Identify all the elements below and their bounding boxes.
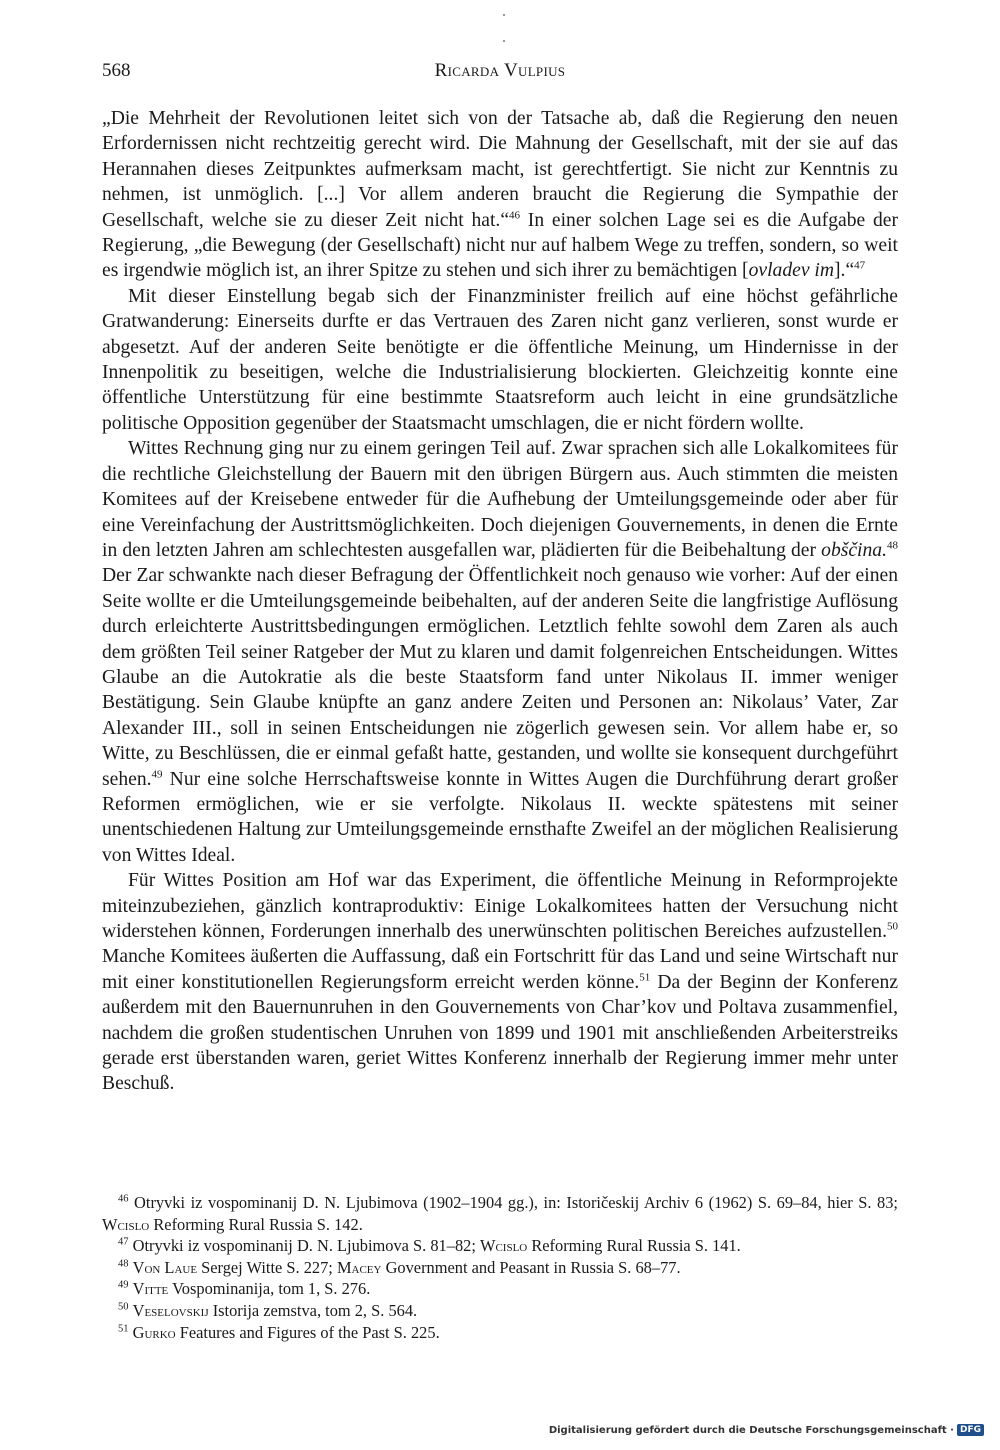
paragraph-4: Für Wittes Position am Hof war das Experiment, die öffentliche Meinung in Reformprojekte miteinzubeziehen, gänzlich kontraproduktiv: Einige Lokalkomitees hatten der Versuchung nicht widerstehen können, Forderungen innerhalb des unerwünschten politischen Bereiches aufzustellen.$^{50}$ Manche Komitees äußerten die Auffassung, daß ein Fortschritt für das Land und seine Wirtschaft nur mit einer konstitutionellen Regierungsform erreicht werden könne.$^{51}$ Da der Beginn der Konferenz außerdem mit den Bauernunruhen in den Gouvernements von Char’kov und Poltava zusammenfiel, nachdem die großen studentischen Unruhen von 1899 und 1901 mit anschließenden Arbeiterstreiks gerade erst überstanden waren, geriet Wittes Konferenz innerhalb der Regierung immer mehr unter Beschuß. — [102, 870, 899, 1095]
scan-speck — [503, 14, 505, 16]
dfg-logo-icon: DFG — [957, 1424, 984, 1436]
footnote-47: $^{47}$ Otryvki iz vospominanij D. N. Ljubimova S. 81–82; Wcislo Reforming Rural Russia S. 141. — [118, 1236, 741, 1256]
footnotes — [102, 1192, 898, 1343]
footnote-46: $^{46}$ Otryvki iz vospominanij D. N. Ljubimova (1902–1904 gg.), in: Istoričeskij Archiv 6 (1962) S. 69–84, hier S. 83; Wcislo Reforming Rural Russia S. 142. — [102, 1193, 898, 1234]
paragraph-1: „Die Mehrheit der Revolutionen leitet sich von der Tatsache ab, daß die Regierung den neuen Erfordernissen nicht rechtzeitig gerecht wird. Die Mahnung der Gesellschaft, mit der sie auf das Herannahen dieses Zeitpunktes aufmerksam macht, ist gerechtfertigt. Sie nicht zur Kenntnis zu nehmen, ist unmöglich. [...] Vor allem anderen braucht die Regierung die Sympathie der Gesellschaft, welche sie zu dieser Zeit nicht hat.“$^{46}$ In einer solchen Lage sei es die Aufgabe der Regierung, „die Bewegung (der Gesellschaft) nicht nur auf halbem Wege zu treffen, sondern, so weit es irgendwie möglich ist, an ihrer Spitze zu stehen und sich ihrer zu bemächtigen [ovladev im].“$^{47}$ — [102, 108, 898, 282]
main-text — [102, 106, 898, 1097]
footnote-49: $^{49}$ Vitte Vospominanija, tom 1, S. 276. — [118, 1279, 371, 1299]
footnote-ref-46[interactable]: 46 — [509, 209, 521, 222]
italic-term: obščina. — [821, 539, 887, 561]
footnote-51: $^{51}$ Gurko Features and Figures of the Past S. 225. — [118, 1322, 440, 1342]
paragraph-3: Wittes Rechnung ging nur zu einem geringen Teil auf. Zwar sprachen sich alle Lokalkomitees für die rechtliche Gleichstellung der Bauern mit den übrigen Bürgern aus. Auch stimmten die meisten Komitees auf der Kreisebene entweder für die Aufhebung der Umteilungsgemeinde oder aber für eine Vereinfachung der Austrittsmöglichkeiten. Doch diejenigen Gouvernements, in denen die Ernte in den letzten Jahren am schlechtesten ausgefallen war, plädierten für die Beibehaltung der obščina.$^{48}$ Der Zar schwankte nach dieser Befragung der Öffentlichkeit noch genauso wie vorher: Auf der einen Seite wollte er die Umteilungsgemeinde beibehalten, auf der anderen Seite die langfristige Auflösung durch erleichterte Austrittsbedingungen ermöglichen. Letztlich fehlte sowohl dem Zaren als auch dem größten Teil seiner Ratgeber der Mut zu klaren und damit folgenreichen Entscheidungen. Wittes Glaube an die Autokratie als die beste Staatsform fand unter Nikolaus II. immer weniger Bestätigung. Sein Glaube knüpfte an ganz andere Zeiten und Personen an: Nikolaus’ Vater, Zar Alexander III., soll in seinen Entscheidungen nie zögerlich gewesen sein. Vor allem habe er, so Witte, zu Beschlüssen, die er einmal gefaßt hatte, gestanden, und wollte sie konsequent durchgeführt sehen.$^{49}$ Nur eine solche Herrschaftsweise konnte in Wittes Augen die Durchführung derart großer Reformen ermöglichen, wie er sie verfolgte. Nikolaus II. weckte spätestens mit seiner unentschiedenen Haltung zur Umteilungsgemeinde ernsthafte Zweifel an der möglichen Realisierung von Wittes Ideal. — [102, 438, 898, 866]
digitization-credit — [549, 1422, 984, 1438]
footnote-ref-48[interactable]: 48 — [887, 539, 898, 552]
page-number: 568 — [102, 60, 131, 81]
footnote-48: $^{48}$ Von Laue Sergej Witte S. 227; Macey Government and Peasant in Russia S. 68–77. — [118, 1257, 681, 1277]
footnote-ref-49[interactable]: 49 — [151, 768, 163, 781]
footnote-50: $^{50}$ Veselovskij Istorija zemstva, tom 2, S. 564. — [118, 1300, 418, 1320]
credit-text: Digitalisierung gefördert durch die Deutsche Forschungsgemeinschaft · — [548, 1424, 954, 1436]
footnote-ref-51[interactable]: 51 — [639, 971, 651, 984]
footnote-ref-47[interactable]: 47 — [854, 259, 866, 272]
italic-term: ovladev im — [748, 260, 835, 282]
scan-speck — [503, 40, 505, 42]
running-head: Ricarda Vulpius — [434, 60, 566, 81]
footnote-ref-50[interactable]: 50 — [887, 920, 898, 933]
page-header — [102, 60, 898, 86]
paragraph-2: Mit dieser Einstellung begab sich der Finanzminister freilich auf eine höchst gefährliche Gratwanderung: Einerseits durfte er das Vertrauen des Zaren nicht ganz verlieren, sonst wurde er abgesetzt. Auf der anderen Seite benötigte er die öffentliche Meinung, um Hindernisse in der Innenpolitik zu beseitigen, welche die Industrialisierung blockierten. Gleichzeitig konnte eine öffentliche Unterstützung für eine bestimmte Staatsreform auch leicht in eine grundsätzliche politische Opposition gegenüber der Staatsmacht umschlagen, die er nicht fördern wollte. — [102, 285, 898, 434]
